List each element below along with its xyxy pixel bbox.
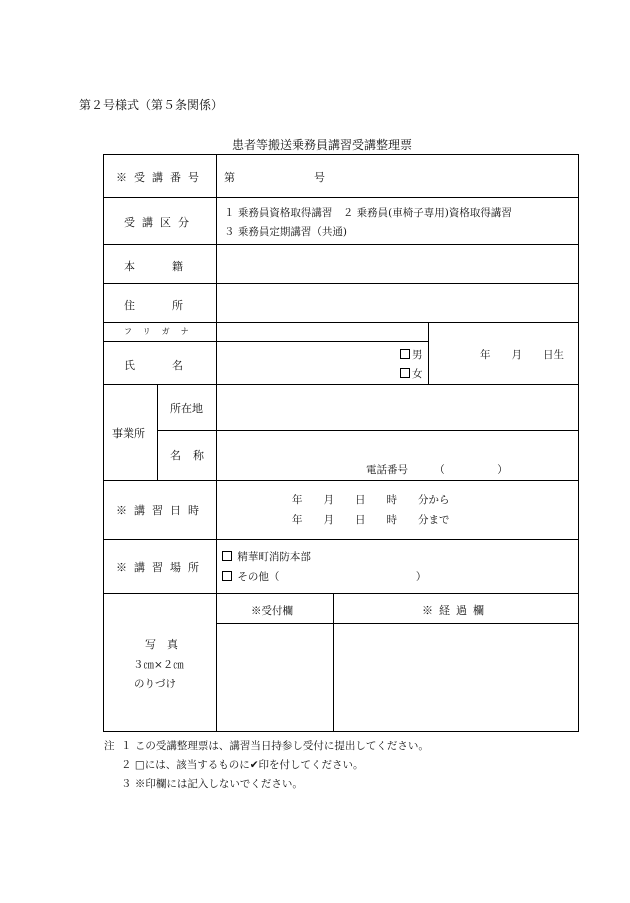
category-option-line1[interactable]: １ 乗務員資格取得講習 ２ 乗務員(車椅子専用)資格取得講習 — [224, 207, 512, 219]
venue-option-seika[interactable] — [222, 549, 311, 564]
male-checkbox[interactable] — [400, 349, 410, 359]
row-divider — [216, 623, 579, 624]
office-location-label: 所在地 — [170, 402, 203, 415]
row-divider — [103, 341, 428, 342]
name-label: 氏名 — [124, 359, 220, 372]
datetime-to: 年 月 日 時 分まで — [292, 514, 450, 526]
datetime-from: 年 月 日 時 分から — [292, 494, 450, 506]
row-divider — [103, 283, 579, 284]
office-phone-field[interactable]: 電話番号 （ ） — [366, 464, 508, 476]
address-label: 住所 — [124, 299, 220, 312]
office-name-field[interactable] — [218, 432, 358, 478]
row-divider — [103, 322, 579, 323]
row-divider — [103, 384, 579, 385]
venue-other-checkbox[interactable] — [222, 571, 232, 581]
female-checkbox[interactable] — [400, 368, 410, 378]
female-label: 女 — [412, 368, 423, 380]
reception-field[interactable] — [218, 625, 331, 730]
note-3: ３ ※印欄には記入しないでください。 — [121, 778, 303, 790]
note-1: １ この受講整理票は、講習当日持参し受付に提出してください。 — [121, 740, 429, 752]
note-2: ２ □には、該当するものに✔印を付してください。 — [121, 759, 364, 771]
row-divider — [103, 539, 579, 540]
venue-option-other[interactable] — [222, 569, 426, 584]
receipt-number-field[interactable] — [250, 160, 305, 188]
row-divider — [103, 244, 579, 245]
column-divider — [333, 593, 334, 732]
row-divider — [103, 197, 579, 198]
photo-size: ３㎝×２㎝ — [133, 659, 184, 671]
venue-label: ※講習場所 — [116, 561, 206, 574]
progress-field[interactable] — [335, 625, 576, 730]
column-divider — [157, 384, 158, 480]
domicile-label: 本籍 — [124, 260, 220, 273]
venue-seika-checkbox[interactable] — [222, 551, 232, 561]
photo-instruction: のりづけ — [134, 678, 176, 690]
reception-label: ※受付欄 — [251, 605, 293, 617]
gender-male-option[interactable] — [400, 347, 423, 362]
gender-female-option[interactable] — [400, 366, 423, 381]
row-divider — [157, 430, 579, 431]
venue-other-label: その他（ ） — [237, 571, 427, 583]
row-divider — [103, 593, 579, 594]
notes-prefix: 注 — [104, 740, 115, 752]
form-number: 第２号様式（第５条関係） — [79, 98, 224, 112]
name-field[interactable] — [218, 343, 394, 382]
domicile-field[interactable] — [218, 246, 576, 281]
male-label: 男 — [412, 349, 423, 361]
receipt-number-suffix: 号 — [314, 171, 325, 184]
row-divider — [103, 480, 579, 481]
category-label: 受講区分 — [124, 216, 196, 229]
photo-label: 写 真 — [145, 638, 178, 651]
address-field[interactable] — [218, 285, 576, 320]
receipt-number-label: ※受講番号 — [116, 171, 206, 184]
office-label: 事業所 — [112, 427, 145, 440]
furigana-field[interactable] — [218, 324, 426, 339]
progress-label: ※経過欄 — [422, 604, 490, 617]
furigana-label: フリガナ — [124, 327, 200, 336]
datetime-label: ※講習日時 — [116, 504, 206, 517]
column-divider — [216, 154, 217, 732]
column-divider — [428, 322, 429, 384]
office-name-label: 名称 — [170, 449, 216, 462]
venue-seika-label: 精華町消防本部 — [237, 551, 311, 563]
category-option-line2[interactable]: ３ 乗務員定期講習（共通) — [224, 226, 347, 238]
office-location-field[interactable] — [218, 386, 576, 428]
birth-date-field[interactable]: 年 月 日生 — [480, 349, 564, 361]
form-title: 患者等搬送乗務員講習受講整理票 — [232, 138, 413, 152]
receipt-number-prefix: 第 — [224, 171, 235, 184]
